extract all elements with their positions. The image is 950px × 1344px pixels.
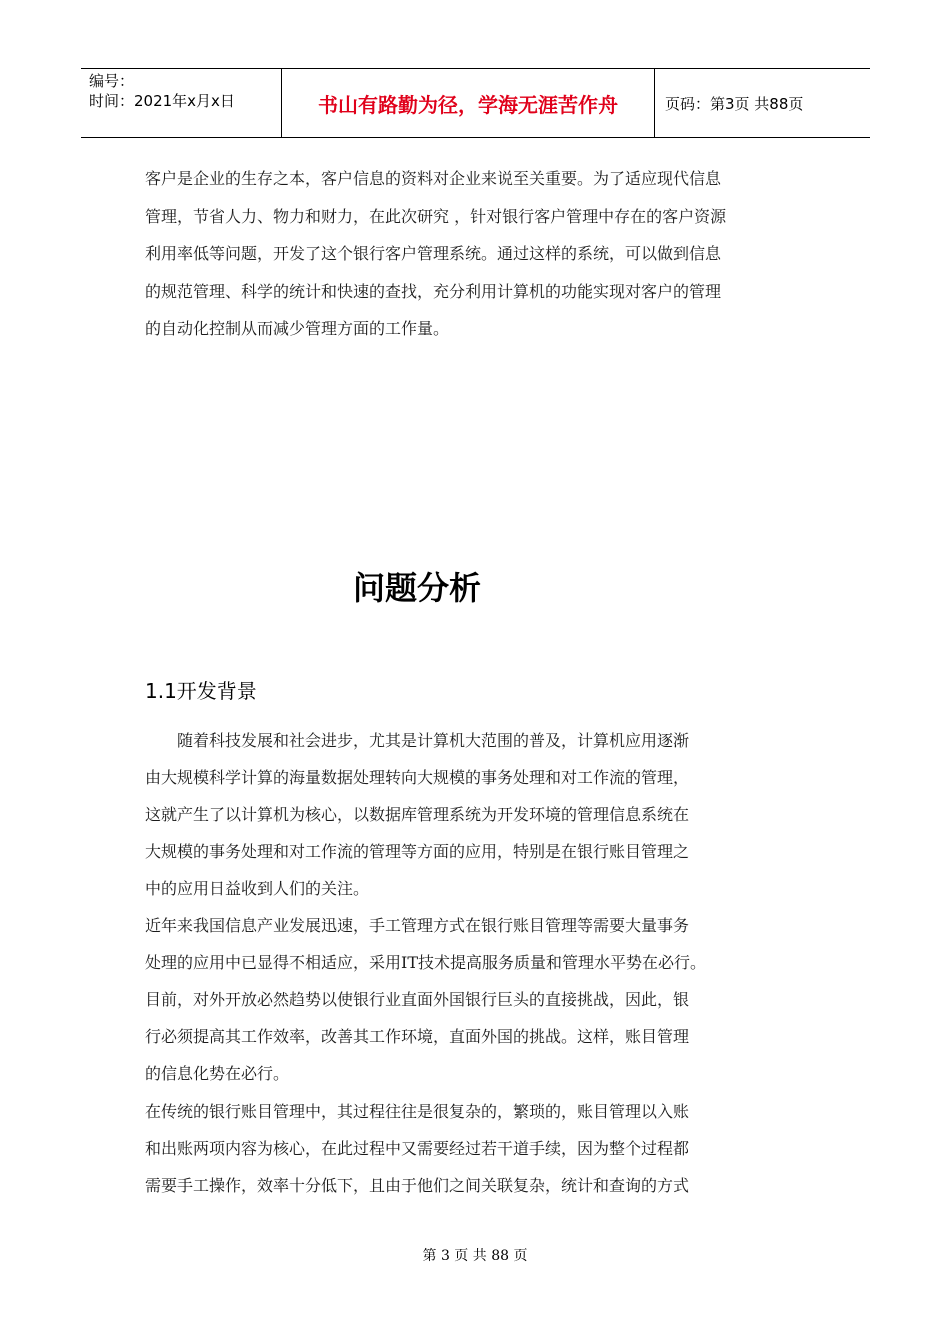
header-page-label: 页码：第3页 共88页	[665, 94, 804, 113]
number-label: 编号：	[89, 72, 135, 90]
subsection-title: 1.1开发背景	[145, 679, 257, 703]
text-line: 随着科技发展和社会进步，尤其是计算机大范围的普及，计算机应用逐渐	[145, 731, 690, 750]
text-line: 的自动化控制从而减少管理方面的工作量。	[145, 319, 450, 338]
text-line: 由大规模科学计算的海量数据处理转向大规模的事务处理和对工作流的管理，	[145, 768, 690, 787]
text-line: 和出账两项内容为核心，在此过程中又需要经过若干道手续，因为整个过程都	[145, 1139, 690, 1158]
text-line: 目前，对外开放必然趋势以使银行业直面外国银行巨头的直接挑战，因此，银	[145, 990, 690, 1009]
text-line: 中的应用日益收到人们的关注。	[145, 879, 370, 898]
body-paragraph-3	[145, 1093, 689, 1204]
body-paragraph-2	[145, 907, 706, 1092]
text-line: 客户是企业的生存之本，客户信息的资料对企业来说至关重要。为了适应现代信息	[145, 169, 722, 188]
date-label: 时间：2021年x月x日	[89, 92, 235, 110]
text-line: 需要手工操作，效率十分低下，且由于他们之间关联复杂，统计和查询的方式	[145, 1176, 690, 1195]
body-paragraph-1	[145, 722, 689, 907]
page-footer: 第 3 页 共 88 页	[422, 1248, 528, 1264]
text-line: 的规范管理、科学的统计和快速的查找，充分利用计算机的功能实现对客户的管理	[145, 281, 722, 301]
section-title: 问题分析	[352, 569, 481, 607]
text-line: 行必须提高其工作效率，改善其工作环境，直面外国的挑战。这样，账目管理	[145, 1027, 690, 1046]
text-line: 近年来我国信息产业发展迅速，手工管理方式在银行账目管理等需要大量事务	[145, 916, 690, 935]
header-meta	[81, 69, 282, 137]
text-line: 处理的应用中已显得不相适应，采用IT技术提高服务质量和管理水平势在必行。	[145, 953, 706, 972]
text-line: 在传统的银行账目管理中，其过程往往是很复杂的，繁琐的，账目管理以入账	[145, 1102, 690, 1121]
text-line: 这就产生了以计算机为核心，以数据库管理系统为开发环境的管理信息系统在	[145, 805, 690, 824]
text-line: 管理，节省人力、物力和财力，在此次研究 ，针对银行客户管理中存在的客户资源	[145, 206, 727, 226]
page-header	[81, 68, 870, 138]
text-line: 利用率低等问题，开发了这个银行客户管理系统。通过这样的系统，可以做到信息	[145, 244, 722, 263]
text-line: 的信息化势在必行。	[145, 1064, 290, 1083]
header-motto: 书山有路勤为径，学海无涯苦作舟	[282, 69, 655, 137]
intro-paragraph	[145, 160, 726, 348]
text-line: 大规模的事务处理和对工作流的管理等方面的应用，特别是在银行账目管理之	[145, 842, 690, 861]
